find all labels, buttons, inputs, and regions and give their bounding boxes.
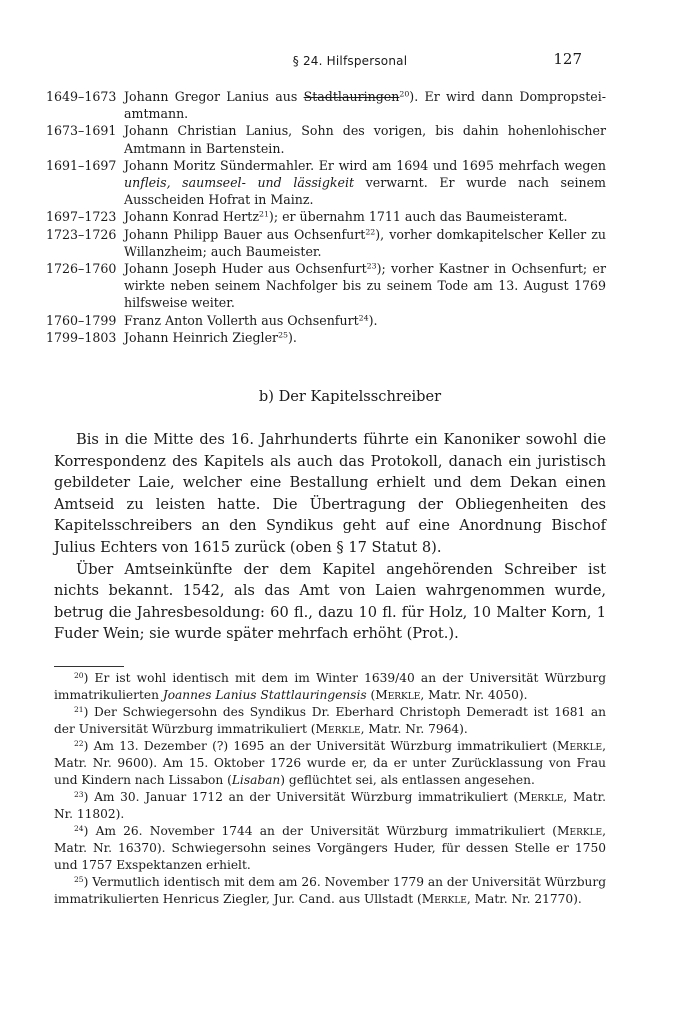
footnote [54,670,606,704]
footnote-marker: 24 [358,313,369,323]
text-run: , Matr. Nr. 7964). [360,722,468,736]
footnote-marker: 22 [74,738,84,748]
running-head [0,50,700,74]
text-run: , Matr. Nr. 21770). [466,892,582,906]
footnote [54,789,606,823]
text-run: ) Am 30. Januar 1712 an der Universität Würzburg immatrikuliert ( [83,790,519,804]
text-run: ). [368,312,378,328]
italic-text: Lisaban [231,773,281,787]
body-text [54,429,606,645]
text-run: ) Am 26. November 1744 an der Universität Würzburg immatrikuliert ( [83,824,558,838]
italic-text: Joannes Lanius Stattlauringensis [162,688,367,702]
footnote-marker: 22 [365,227,376,237]
running-head-title: § 24. Hilfspersonal [292,54,408,68]
footnote [54,704,606,738]
text-run: Johann Christian Lanius, Sohn des vorigen, bis dahin hohenlohischer Amtmann in Bartenstein. [124,123,606,156]
roster-years: 1691–1697 [46,157,117,173]
author-name: Merkle [557,824,603,838]
text-run: ); er übernahm 1711 auch das Baumeisteramt. [268,209,568,225]
roster-years: 1799–1803 [46,329,117,345]
text-run: Franz Anton Vollerth aus Ochsenfurt [124,312,359,328]
staff-roster [46,88,606,346]
text-run: ) Am 13. Dezember (?) 1695 an der Universität Würzburg immatrikuliert ( [83,739,558,753]
text-run: , Matr. Nr. 9600). Am 15. Oktober 1726 wurde er, da er unter Zurücklassung von Frau und Kindern nach Lissabon ( [54,739,606,787]
roster-text [124,226,606,260]
roster-years: 1649–1673 [46,89,117,104]
roster-entry [46,312,606,329]
text-run: , Matr. Nr. 16370). Schwiegersohn seines Vorgängers Huder, für dessen Stelle er 1750 und 1757 Exspektanzen erhielt. [54,824,606,872]
footnotes [54,670,606,908]
footnote-marker: 20 [74,670,84,680]
text-run: , Matr. Nr. 4050). [420,688,528,702]
text-run: ). [287,329,297,345]
footnote-marker: 21 [258,210,269,220]
roster-years: 1673–1691 [46,123,117,139]
text-run: Johann Heinrich Ziegler [124,329,279,345]
roster-text [124,260,606,312]
body-paragraph: Bis in die Mitte des 16. Jahrhunderts führte ein Kanoniker sowohl die Korrespondenz des Kapitels als auch das Protokoll, danach ein juristisch gebildeter Laie, welcher eine Bestallung erhielt und dem Dekan einen Amtseid zu leisten hatte. Die Übertragung der Obliegenheiten des Kapitelsschreibers an den Syndikus geht auf eine Anordnung Bischof Julius Echters von 1615 zurück (oben § 17 Statut 8). [54,431,606,556]
footnote-marker: 25 [74,874,84,884]
struck-text: Stadtlauringen [303,89,400,104]
roster-entry [46,226,606,260]
footnote [54,738,606,789]
author-name: Merkle [315,722,361,736]
roster-entry [46,157,606,209]
roster-entry [46,122,606,156]
text-run: verwarnt. Er wurde nach seinem Ausscheiden Hofrat in Mainz. [124,175,606,208]
roster-text [124,312,606,329]
roster-text [124,157,606,209]
roster-years: 1697–1723 [46,209,117,225]
page-number: 127 [553,50,582,68]
roster-text [124,208,606,225]
footnote [54,823,606,874]
text-run: ) Vermutlich identisch mit dem am 26. November 1779 an der Universität Würzburg immatrikulierten Henricus Ziegler, Jur. Cand. aus Ullstadt ( [54,875,606,906]
footnote [54,874,606,908]
footnote-rule [54,666,124,667]
footnote-marker: 21 [74,704,84,714]
roster-years: 1723–1726 [46,226,117,242]
text-run: ), vorher domkapitelscher Keller zu Willanzheim; auch Baumeister. [124,226,606,259]
text-run: ( [366,688,376,702]
roster-entry [46,208,606,225]
text-run: Johann Philipp Bauer aus Ochsenfurt [124,226,366,242]
footnote-marker: 23 [74,789,84,799]
text-run: ); vorher Kastner in Ochsenfurt; er wirkte neben seinem Nachfolger bis zu seinem Tode am 13. August 1769 hilfsweise weiter. [124,261,606,311]
text-run: Johann Joseph Huder aus Ochsenfurt [124,261,367,277]
roster-years: 1726–1760 [46,261,117,277]
text-run: ). Er wird dann Dompropstei-amtmann. [124,89,606,122]
section-heading: b) Der Kapitelsschreiber [258,388,442,405]
roster-entry [46,329,606,346]
text-run: ) geflüchtet sei, als entlassen angesehen. [280,773,535,787]
roster-entry [46,88,606,122]
body-paragraph: Über Amtseinkünfte der dem Kapitel angehörenden Schreiber ist nichts bekannt. 1542, als das Amt von Laien wahrgenommen wurde, betrug die Jahresbesoldung: 60 fl., dazu 10 fl. für Holz, 10 Malter Korn, 1 Fuder Wein; sie wurde später mehrfach erhöht (Prot.). [54,560,606,643]
roster-years: 1760–1799 [46,312,117,328]
footnote-marker: 20 [399,89,410,99]
roster-text [124,122,606,156]
text-run: ) Der Schwiegersohn des Syndikus Dr. Eberhard Christoph Demeradt ist 1681 an der Universität Würzburg immatrikuliert ( [54,705,606,736]
text-run: Johann Moritz Sündermahler. Er wird am 1694 und 1695 mehrfach wegen [124,157,606,173]
text-run: Johann Konrad Hertz [124,209,259,225]
text-run: , Matr. Nr. 11802). [54,790,606,821]
author-name: Merkle [421,892,467,906]
text-run: Johann Gregor Lanius aus [124,89,304,104]
roster-entry [46,260,606,312]
footnote-marker: 25 [278,330,288,340]
text-run: ) Er ist wohl identisch mit dem im Winter 1639/40 an der Universität Würzburg immatrikulierten [54,671,606,702]
roster-text [124,88,606,122]
author-name: Merkle [557,739,603,753]
footnote-marker: 24 [74,823,84,833]
italic-text: unfleis, saumseel- und lässigkeit [124,175,355,191]
author-name: Merkle [518,790,564,804]
footnote-marker: 23 [366,261,377,271]
author-name: Merkle [375,688,421,702]
roster-text [124,329,606,346]
